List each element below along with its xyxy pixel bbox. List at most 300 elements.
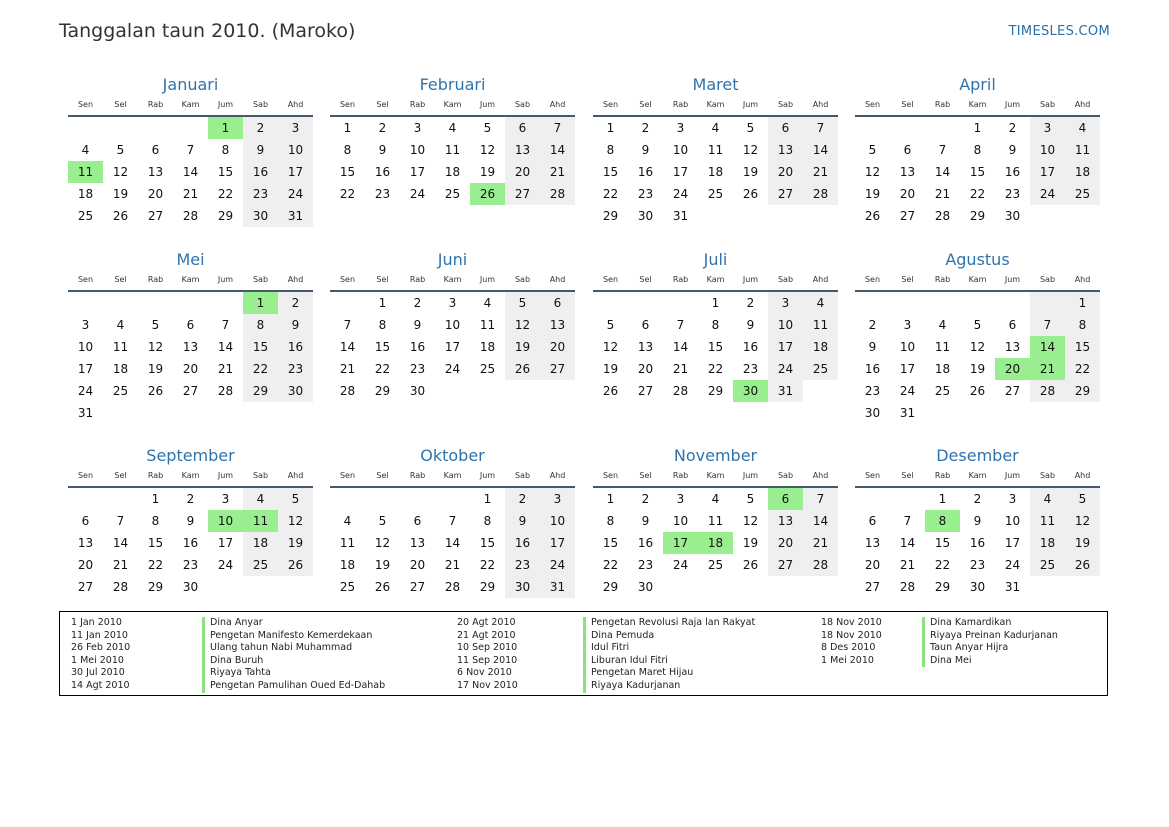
week-row [68,139,313,161]
day-cell: 13 [864,536,881,550]
month-februari [330,74,575,205]
empty-day-cell [138,402,173,424]
day-cell: 22 [969,187,986,201]
day-cell: 7 [938,143,947,157]
day-cell: 3 [81,318,90,332]
month-mei [68,249,313,424]
day-cell: 15 [934,536,951,550]
day-cell: 29 [1065,380,1100,402]
weekday-header [68,469,313,488]
day-cell: 1 [208,117,243,139]
weekday-header [330,98,575,117]
day-cell: 14 [899,536,916,550]
day-cell: 12 [147,340,164,354]
day-cell: 20 [995,358,1030,380]
day-cell: 26 [864,209,881,223]
day-cell: 8 [606,143,615,157]
day-cell: 18 [77,187,94,201]
week-row [68,380,313,402]
week-row [68,532,313,554]
day-cell: 25 [934,384,951,398]
empty-day-cell [243,402,278,424]
week-row [855,314,1100,336]
holiday-legend [59,611,1108,696]
day-cell: 27 [182,384,199,398]
day-cell: 23 [1004,187,1021,201]
day-cell: 1 [606,492,615,506]
empty-day-cell [435,380,470,402]
empty-day-cell [925,292,960,314]
empty-day-cell [1030,576,1065,598]
day-cell: 13 [1004,340,1021,354]
day-cell: 4 [711,492,720,506]
day-cell: 9 [641,143,650,157]
day-cell: 22 [217,187,234,201]
empty-day-cell [208,292,243,314]
weekday-label: Sel [376,100,389,109]
day-cell: 19 [864,187,881,201]
weekday-label: Sel [376,275,389,284]
week-row [68,576,313,598]
day-cell: 15 [147,536,164,550]
day-cell: 24 [77,384,94,398]
weekday-label: Ahd [549,275,566,284]
legend-names-col-3 [922,617,1058,667]
weekday-label: Rab [672,471,689,480]
day-cell: 19 [112,187,129,201]
empty-day-cell [890,117,925,139]
day-cell: 16 [1004,165,1021,179]
week-row [593,380,838,402]
day-cell: 29 [243,380,278,402]
day-cell: 24 [672,187,689,201]
day-cell: 5 [483,121,492,135]
day-cell: 22 [147,558,164,572]
day-cell: 15 [1065,336,1100,358]
month-juni [330,249,575,402]
day-cell: 20 [899,187,916,201]
day-cell: 30 [1004,209,1021,223]
week-row [593,576,838,598]
day-cell: 28 [934,209,951,223]
day-cell: 8 [973,143,982,157]
day-cell: 9 [746,318,755,332]
day-cell: 4 [1030,488,1065,510]
empty-day-cell [960,292,995,314]
day-cell: 15 [707,340,724,354]
day-cell: 5 [606,318,615,332]
day-cell: 30 [637,209,654,223]
weekday-label: Jum [742,471,759,480]
day-cell: 29 [479,580,496,594]
empty-day-cell [663,576,698,598]
weekday-label: Sab [252,100,269,109]
week-row [593,205,838,227]
legend-dates-col-1 [71,617,130,693]
day-cell: 21 [540,161,575,183]
day-cell: 21 [1030,358,1065,380]
day-cell: 18 [1030,532,1065,554]
day-cell: 1 [938,492,947,506]
empty-day-cell [540,380,575,402]
week-row [855,488,1100,510]
day-cell: 10 [672,143,689,157]
day-cell: 21 [803,161,838,183]
day-cell: 12 [969,340,986,354]
day-cell: 23 [969,558,986,572]
day-cell: 6 [641,318,650,332]
legend-holiday-name: Riyaya Kadurjanan [583,680,755,693]
day-cell: 7 [676,318,685,332]
weekday-label: Rab [672,100,689,109]
week-row [330,488,575,510]
empty-day-cell [803,380,838,402]
weekday-label: Jum [479,100,496,109]
weekday-label: Sel [901,100,914,109]
week-row [330,554,575,576]
day-cell: 2 [746,296,755,310]
legend-date: 17 Nov 2010 [457,679,518,691]
weekday-label: Jum [742,275,759,284]
day-cell: 19 [602,362,619,376]
day-cell: 14 [112,536,129,550]
day-cell: 9 [505,510,540,532]
day-cell: 22 [1065,358,1100,380]
day-cell: 29 [147,580,164,594]
day-cell: 10 [899,340,916,354]
day-cell: 6 [903,143,912,157]
weekday-header [855,98,1100,117]
legend-date: 1 Mei 2010 [71,654,124,666]
legend-holiday-name: Ulang tahun Nabi Muhammad [202,642,385,655]
month-maret [593,74,838,227]
legend-date: 26 Feb 2010 [71,642,131,654]
day-cell: 7 [803,117,838,139]
day-cell: 30 [733,380,768,402]
empty-day-cell [208,402,243,424]
day-cell: 15 [602,165,619,179]
weekday-label: Sab [777,275,794,284]
weekday-label: Sen [339,275,356,284]
week-row [593,183,838,205]
weekday-label: Jum [217,471,234,480]
week-row [330,532,575,554]
day-cell: 2 [243,117,278,139]
day-cell: 22 [479,558,496,572]
week-row [855,510,1100,532]
week-row [330,336,575,358]
day-cell: 17 [1030,161,1065,183]
week-row [330,380,575,402]
day-cell: 6 [1008,318,1017,332]
day-cell: 20 [637,362,654,376]
weekday-label: Jum [1004,100,1021,109]
day-cell: 23 [278,358,313,380]
week-row [68,183,313,205]
day-cell: 21 [672,362,689,376]
day-cell: 27 [768,554,803,576]
weekday-label: Sab [1039,275,1056,284]
day-cell: 21 [899,558,916,572]
day-cell: 23 [182,558,199,572]
day-cell: 14 [339,340,356,354]
legend-names-col-1 [202,617,385,693]
day-cell: 5 [151,318,160,332]
day-cell: 9 [973,514,982,528]
weekday-label: Kam [706,471,725,480]
weekday-label: Rab [409,100,426,109]
day-cell: 23 [505,554,540,576]
weekday-label: Rab [934,471,951,480]
empty-day-cell [855,292,890,314]
day-cell: 11 [339,536,356,550]
weekday-header [330,273,575,292]
empty-day-cell [103,292,138,314]
day-cell: 3 [413,121,422,135]
day-cell: 21 [112,558,129,572]
day-cell: 8 [1065,314,1100,336]
day-cell: 10 [77,340,94,354]
week-row [68,205,313,227]
day-cell: 1 [606,121,615,135]
empty-day-cell [925,117,960,139]
empty-day-cell [698,205,733,227]
legend-date: 30 Jul 2010 [71,667,125,679]
day-cell: 6 [505,117,540,139]
day-cell: 15 [969,165,986,179]
day-cell: 22 [934,558,951,572]
empty-day-cell [995,292,1030,314]
day-cell: 3 [903,318,912,332]
month-agustus [855,249,1100,424]
day-cell: 4 [116,318,125,332]
legend-date: 1 Jan 2010 [71,617,122,628]
legend-date: 10 Sep 2010 [457,642,518,654]
weekday-label: Rab [147,471,164,480]
legend-holiday-name: Riyaya Tahta [202,667,385,680]
empty-day-cell [925,402,960,424]
day-cell: 7 [1030,314,1065,336]
day-cell: 13 [768,139,803,161]
day-cell: 25 [243,554,278,576]
empty-day-cell [698,576,733,598]
day-cell: 24 [444,362,461,376]
legend-date: 18 Nov 2010 [821,629,882,641]
day-cell: 27 [768,183,803,205]
day-cell: 15 [374,340,391,354]
day-cell: 17 [540,532,575,554]
day-cell: 4 [243,488,278,510]
empty-day-cell [803,576,838,598]
weekday-label: Ahd [812,275,829,284]
weekday-label: Kam [706,100,725,109]
day-cell: 29 [602,580,619,594]
weekday-label: Ahd [287,275,304,284]
day-cell: 7 [803,488,838,510]
week-row [68,292,313,314]
empty-day-cell [628,292,663,314]
legend-holiday-name: Dina Pemuda [583,630,755,643]
weekday-label: Kam [443,100,462,109]
day-cell: 27 [147,209,164,223]
day-cell: 4 [483,296,492,310]
legend-date: 18 Nov 2010 [821,617,882,628]
weekday-label: Sen [77,471,94,480]
day-cell: 30 [409,384,426,398]
day-cell: 8 [483,514,492,528]
day-cell: 7 [540,117,575,139]
day-cell: 8 [243,314,278,336]
day-cell: 16 [182,536,199,550]
day-cell: 9 [868,340,877,354]
day-cell: 11 [68,161,103,183]
weekday-label: Jum [1004,275,1021,284]
day-cell: 27 [409,580,426,594]
day-cell: 27 [77,580,94,594]
day-cell: 14 [444,536,461,550]
weekday-label: Ahd [1074,275,1091,284]
empty-day-cell [278,576,313,598]
empty-day-cell [103,488,138,510]
empty-day-cell [733,205,768,227]
day-cell: 29 [707,384,724,398]
weekday-header [855,469,1100,488]
empty-day-cell [1030,402,1065,424]
month-april [855,74,1100,227]
day-cell: 30 [505,576,540,598]
weekday-label: Sen [864,471,881,480]
day-cell: 6 [81,514,90,528]
day-cell: 10 [208,510,243,532]
day-cell: 22 [374,362,391,376]
day-cell: 26 [470,183,505,205]
day-cell: 14 [803,510,838,532]
day-cell: 23 [374,187,391,201]
day-cell: 26 [969,384,986,398]
month-januari [68,74,313,227]
week-row [330,576,575,598]
day-cell: 19 [742,165,759,179]
day-cell: 24 [217,558,234,572]
empty-day-cell [593,292,628,314]
month-name: Juni [437,250,468,269]
day-cell: 5 [868,143,877,157]
empty-day-cell [995,402,1030,424]
day-cell: 2 [505,488,540,510]
day-cell: 20 [182,362,199,376]
weekday-label: Sen [77,275,94,284]
day-cell: 10 [672,514,689,528]
day-cell: 29 [969,209,986,223]
legend-holiday-name: Idul Fitri [583,642,755,655]
day-cell: 29 [602,209,619,223]
day-cell: 12 [742,514,759,528]
empty-day-cell [365,488,400,510]
day-cell: 13 [768,510,803,532]
day-cell: 22 [243,358,278,380]
day-cell: 17 [899,362,916,376]
day-cell: 25 [444,187,461,201]
day-cell: 3 [540,488,575,510]
day-cell: 31 [540,576,575,598]
day-cell: 6 [768,117,803,139]
day-cell: 15 [217,165,234,179]
day-cell: 11 [1030,510,1065,532]
day-cell: 24 [1004,558,1021,572]
day-cell: 7 [343,318,352,332]
day-cell: 1 [343,121,352,135]
weekday-label: Ahd [812,471,829,480]
weekday-label: Sel [639,100,652,109]
weekday-label: Kam [443,275,462,284]
day-cell: 11 [479,318,496,332]
day-cell: 6 [413,514,422,528]
day-cell: 29 [217,209,234,223]
month-name: Desember [936,446,1019,465]
day-cell: 18 [339,558,356,572]
day-cell: 27 [505,183,540,205]
week-row [330,183,575,205]
legend-date: 11 Jan 2010 [71,629,128,641]
empty-day-cell [138,292,173,314]
week-row [330,292,575,314]
day-cell: 26 [742,187,759,201]
legend-date: 1 Mei 2010 [821,654,874,666]
day-cell: 2 [378,121,387,135]
weekday-label: Jum [1004,471,1021,480]
day-cell: 28 [217,384,234,398]
legend-date: 20 Agt 2010 [457,617,516,628]
day-cell: 18 [479,340,496,354]
day-cell: 26 [112,209,129,223]
day-cell: 4 [803,292,838,314]
day-cell: 30 [637,580,654,594]
empty-day-cell [278,402,313,424]
day-cell: 28 [1030,380,1065,402]
day-cell: 4 [711,121,720,135]
day-cell: 30 [969,580,986,594]
weekday-label: Kam [968,471,987,480]
month-name: September [146,446,235,465]
day-cell: 26 [505,358,540,380]
week-row [593,488,838,510]
day-cell: 8 [925,510,960,532]
site-link[interactable]: TIMESLES.COM [1008,24,1110,39]
day-cell: 17 [1004,536,1021,550]
empty-day-cell [1065,205,1100,227]
week-row [593,314,838,336]
week-row [855,402,1100,424]
day-cell: 13 [182,340,199,354]
day-cell: 9 [641,514,650,528]
week-row [593,358,838,380]
weekday-label: Sel [114,100,127,109]
weekday-label: Ahd [549,471,566,480]
weekday-label: Jum [217,275,234,284]
month-oktober [330,445,575,598]
day-cell: 1 [973,121,982,135]
weekday-label: Sen [602,100,619,109]
day-cell: 17 [409,165,426,179]
day-cell: 9 [186,514,195,528]
day-cell: 14 [803,139,838,161]
day-cell: 23 [409,362,426,376]
legend-holiday-name: Dina Kamardikan [922,617,1058,630]
day-cell: 16 [637,165,654,179]
day-cell: 1 [483,492,492,506]
day-cell: 6 [151,143,160,157]
weekday-label: Sab [1039,100,1056,109]
